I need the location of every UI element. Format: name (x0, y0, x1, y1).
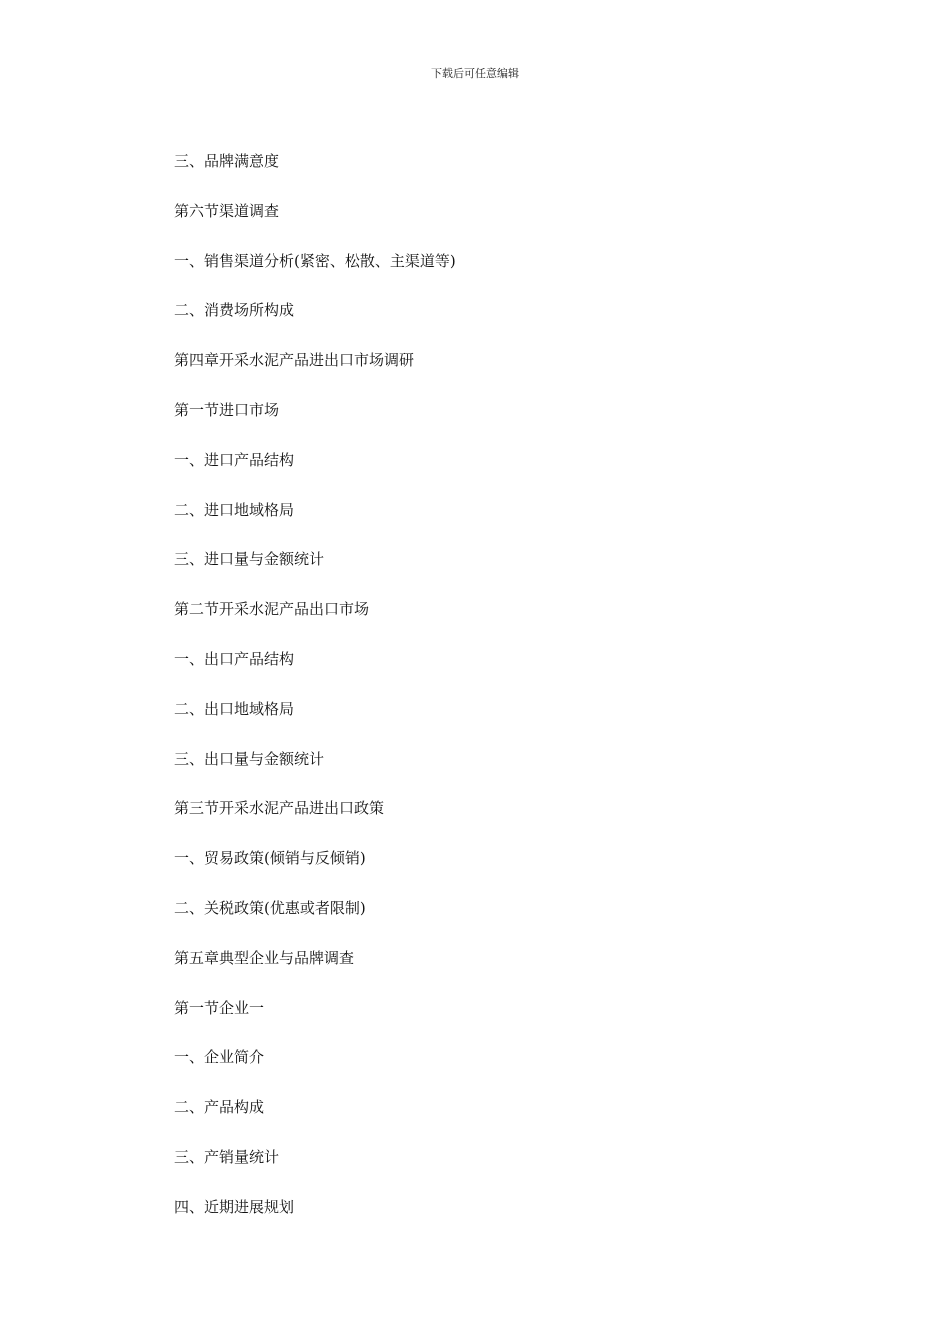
toc-line: 第四章开采水泥产品进出口市场调研 (174, 351, 415, 370)
toc-line: 第一节进口市场 (174, 400, 280, 419)
toc-line: 四、近期进展规划 (174, 1197, 295, 1216)
toc-line: 一、销售渠道分析(紧密、松散、主渠道等) (174, 251, 456, 270)
toc-line: 三、进口量与金额统计 (174, 550, 325, 569)
toc-line: 第六节渠道调查 (174, 201, 280, 220)
toc-line: 一、出口产品结构 (174, 649, 295, 668)
toc-line: 二、消费场所构成 (174, 301, 295, 320)
toc-line: 第二节开采水泥产品出口市场 (174, 600, 370, 619)
toc-line: 一、企业简介 (174, 1048, 265, 1067)
toc-list (174, 148, 814, 1244)
toc-line: 二、关税政策(优惠或者限制) (174, 898, 366, 917)
toc-line: 第五章典型企业与品牌调查 (174, 948, 355, 967)
header-note: 下载后可任意编辑 (431, 67, 519, 80)
toc-line: 二、进口地域格局 (174, 500, 295, 519)
toc-line: 三、产销量统计 (174, 1147, 280, 1166)
toc-line: 一、贸易政策(倾销与反倾销) (174, 849, 366, 868)
toc-line: 三、出口量与金额统计 (174, 749, 325, 768)
toc-line: 二、产品构成 (174, 1098, 265, 1117)
toc-line: 第一节企业一 (174, 998, 265, 1017)
toc-line: 三、品牌满意度 (174, 152, 280, 170)
toc-line: 第三节开采水泥产品进出口政策 (174, 799, 385, 818)
toc-line: 一、进口产品结构 (174, 450, 295, 469)
toc-line: 二、出口地域格局 (174, 699, 295, 718)
